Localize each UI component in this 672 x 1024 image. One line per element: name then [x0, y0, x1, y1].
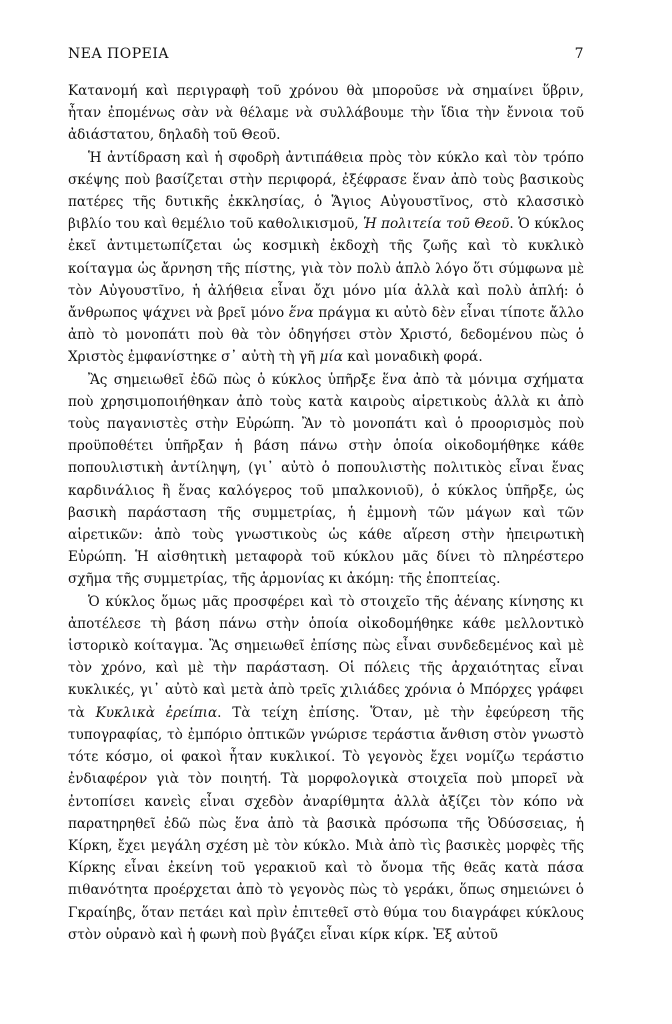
- journal-title: ΝΕΑ ΠΟΡΕΙΑ: [68, 46, 169, 62]
- paragraph: [68, 369, 584, 591]
- text-run: καὶ μοναδικὴ φορά.: [342, 349, 483, 366]
- text-run: . Τὰ τείχη ἐπίσης. Ὅταν, μὲ τὴν ἐφεύρεση τῆς τυπογραφίας, τὸ ἐμπόριο ὀπτικῶν γνώρισε τεράστια ἄνθιση στὸν γνωστὸ τότε κόσμο, οἱ φακοὶ ἦταν κυκλικοί. Τὸ γεγονὸς ἔχει νομίζω τεράστιο ἐνδιαφέρον γιὰ τὸν ποιητή. Τὰ μορφολογικὰ στοιχεῖα ποὺ μπορεῖ νὰ ἐντοπίσει κανεὶς εἶναι σχεδὸν ἀναρίθμητα ἀλλὰ ἀξίζει τὸν κόπο νὰ παρατηρηθεῖ ἐδῶ πὼς ἕνα ἀπὸ τὰ βασικὰ πρόσωπα τῆς Ὀδύσσειας, ἡ Κίρκη, ἔχει μεγάλη σχέση μὲ τὸν κύκλο. Μιὰ ἀπὸ τὶς βασικὲς μορφὲς τῆς Κίρκης εἶναι ἐκείνη τοῦ γερακιοῦ καὶ τὸ ὄνομα τῆς θεᾶς κατὰ πάσα πιθανότητα προέρχεται ἀπὸ τὸ γεγονὸς πὼς τὸ γεράκι, ὅπως σημειώνει ὁ Γκραίηβς, ὅταν πετάει καὶ πρὶν ἐπιτεθεῖ στὸ θύμα του διαγράφει κύκλους στὸν οὐρανὸ καὶ ἡ φωνὴ ποὺ βγάζει εἶναι κίρκ κίρκ. Ἐξ αὐτοῦ: [68, 704, 584, 943]
- paragraph: [68, 147, 584, 369]
- text-run: πράγμα κι αὐτὸ δὲν εἶναι τίποτε ἄλλο ἀπὸ τὸ μονοπάτι ποὺ θὰ τὸν ὁδηγήσει στὸν Χριστό, δεδομένου πὼς ὁ Χριστὸς ἐμφανίστηκε σ᾽ αὐτὴ τὴ γῆ: [68, 305, 584, 366]
- text-run: Ἡ ἀντίδραση καὶ ἡ σφοδρὴ ἀντιπάθεια πρὸς τὸν κύκλο καὶ τὸν τρόπο σκέψης ποὺ βασίζεται στὴν περιφορά, ἐξέφρασε ἕναν ἀπὸ τοὺς βασικοὺς πατέρες τῆς δυτικῆς ἐκκλησίας, ὁ Ἅγιος Αὐγουστῖνος, στὸ κλασσικὸ βιβλίο του καὶ θεμέλιο τοῦ καθολικισμοῦ,: [68, 149, 584, 233]
- page-number: 7: [574, 46, 584, 62]
- italic-title: ἕνα: [288, 305, 314, 322]
- body-text: [68, 80, 584, 946]
- paragraph: [68, 591, 584, 946]
- text-run: . Ὁ κύκλος ἐκεῖ ἀντιμετωπίζεται ὡς κοσμικὴ ἐκδοχὴ τῆς ζωῆς καὶ τὸ κυκλικὸ κοίταγμα ὡς ἄρνηση τῆς πίστης, γιὰ τὸν πολὺ ἁπλὸ λόγο ὅτι σύμφωνα μὲ τὸν Αὐγουστῖνο, ἡ ἀλήθεια εἶναι ὄχι μόνο μία ἀλλὰ καὶ πολὺ ἁπλή: ὁ ἄνθρωπος ψάχνει νὰ βρεῖ μόνο: [68, 216, 584, 322]
- paragraph: [68, 80, 584, 147]
- text-run: Ὁ κύκλος ὅμως μᾶς προσφέρει καὶ τὸ στοιχεῖο τῆς ἀέναης κίνησης κι ἀποτέλεσε τὴ βάση πάνω στὴν ὁποία οἰκοδομήθηκε κάθε μελλοντικὸ ἱστορικὸ κοίταγμα. Ἂς σημειωθεῖ ἐπίσης πὼς εἶναι συνδεδεμένος καὶ μὲ τὸν χρόνο, καὶ μὲ τὴν παράσταση. Οἱ πόλεις τῆς ἀρχαιότητας εἶναι κυκλικές, γι᾽ αὐτὸ καὶ μετὰ ἀπὸ τρεῖς χιλιάδες χρόνια ὁ Μπόρχες γράφει τὰ: [68, 593, 584, 721]
- italic-title: Κυκλικὰ ἐρείπια: [95, 704, 218, 721]
- italic-title: μία: [319, 349, 343, 366]
- text-run: Ἂς σημειωθεῖ ἐδῶ πὼς ὁ κύκλος ὑπῆρξε ἕνα ἀπὸ τὰ μόνιμα σχήματα ποὺ χρησιμοποιήθηκαν ἀπὸ τοὺς κατὰ καιροὺς αἱρετικοὺς ἀλλὰ κι ἀπὸ τοὺς παγανιστὲς στὴν Εὐρώπη. Ἂν τὸ μονοπάτι καὶ ὁ προορισμὸς ποὺ προϋποθέτει ὑπῆρξαν ἡ βάση πάνω στὴν ὁποία οἰκοδομήθηκε κάθε ποπουλιστικὴ ἀντίληψη, (γι᾽ αὐτὸ ὁ ποπουλιστὴς πολιτικὸς εἶναι ἕνας καρδινάλιος ἢ ἕνας καλόγερος τοῦ μπαλκονιοῦ), ὁ κύκλος ὑπῆρξε, ὡς βασικὴ παράσταση τῆς συμμετρίας, ἡ ἐμμονὴ τῶν μάγων καὶ τῶν αἱρετικῶν: ἀπὸ τοὺς γνωστικοὺς ὡς κάθε αἵρεση στὴν ἠπειρωτικὴ Εὐρώπη. Ἡ αἰσθητικὴ μεταφορὰ τοῦ κύκλου μᾶς δίνει τὸ πληρέστερο σχῆμα τῆς συμμετρίας, τῆς ἁρμονίας κι ἀκόμη: τῆς ἐποπτείας.: [68, 371, 584, 588]
- italic-title: Ἡ πολιτεία τοῦ Θεοῦ: [363, 216, 510, 233]
- text-run: Κατανομή καὶ περιγραφὴ τοῦ χρόνου θὰ μποροῦσε νὰ σημαίνει ὕβριν, ἦταν ἐπομένως σὰν νὰ θέλαμε νὰ συλλάβουμε τὴν ἴδια τὴν ἔννοια τοῦ ἀδιάστατου, δηλαδὴ τοῦ Θεοῦ.: [68, 83, 584, 144]
- running-header: [68, 46, 584, 66]
